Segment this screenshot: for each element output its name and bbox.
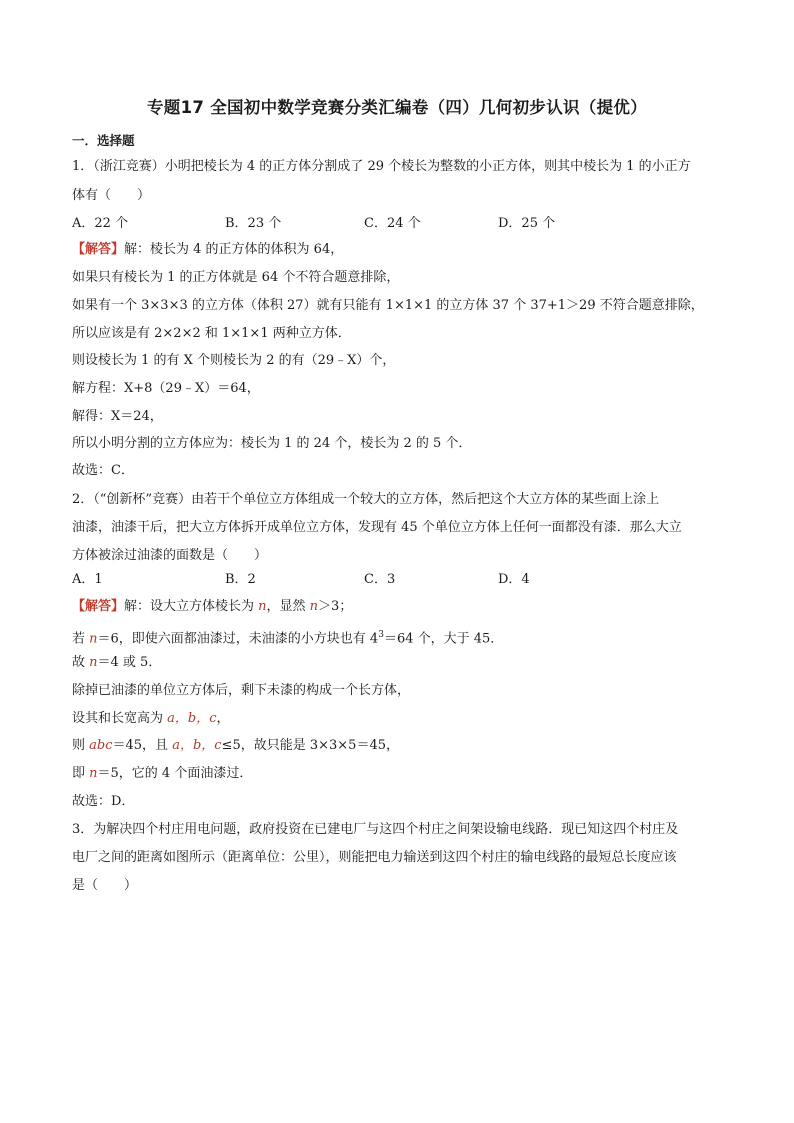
q2-solution-line5 [72,710,230,728]
q2-sol2-exponent: 3 [378,630,384,640]
q1-stem-line1: 1．（浙江竞赛）小明把棱长为 4 的正方体分割成了 29 个棱长为整数的小正方体，则其中棱长为 1 的小正方 [72,159,691,174]
q1-option-c: C．24 个 [364,216,421,231]
q2-sol3-var-n: n [89,655,98,670]
page-title: 专题17 全国初中数学竞赛分类汇编卷（四）几何初步认识（提优） [146,98,647,117]
q2-sol6-var-abc: abc [89,738,113,753]
section-heading: 一．选择题 [72,133,135,148]
q2-sol5-vars: a，b，c [167,711,217,726]
q2-solution-line7 [72,765,252,783]
q1-solution-line4: 所以应该是有 2×2×2 和 1×1×1 两种立方体． [72,326,351,341]
q2-sol1-var-n: n [258,599,267,614]
q2-solution-line8: 故选：D． [72,794,135,809]
q1-solution-line2: 如果只有棱长为 1 的正方体就是 64 个不符合题意排除， [72,270,400,285]
q1-solution-line7: 解得：X＝24， [72,409,163,424]
q2-sol6-text-c: ≤5，故只能是 3×3×5＝45， [221,738,399,753]
q1-stem-line2: 体有（ ） [72,188,151,203]
q2-sol6-vars: a，b，c [172,738,222,753]
q2-sol7-text-b: ＝5，它的 4 个面油漆过． [97,766,253,781]
q1-option-d: D．25 个 [498,216,556,231]
q2-sol2-text-c: ＝64 个，大于 45． [383,631,504,647]
q2-sol1-text-b: ，显然 [266,599,310,614]
q2-sol1-text-a: 解：设大立方体棱长为 [124,599,259,614]
q3-stem-line2: 电厂之间的距离如图所示（距离单位：公里），则能把电力输送到这四个村庄的输电线路的最短总长度应该 [72,850,677,865]
q2-sol2-text-a: 若 [72,631,90,647]
q2-solution-line2 [72,626,503,648]
q1-solution-line8: 所以小明分割的立方体应为：棱长为 1 的 24 个，棱长为 2 的 5 个． [72,436,472,451]
q2-sol1-var-n2: n [309,599,319,614]
q2-sol7-text-a: 即 [72,766,90,781]
q1-option-b: B．23 个 [225,216,282,231]
q2-solution-line1 [72,598,352,616]
q2-sol2-text-b: ＝6，即使六面都油漆过，未油漆的小方块也有 4 [97,631,379,647]
q1-solution-line1 [72,241,343,259]
q2-sol7-var-n: n [89,766,98,781]
q2-solution-line3 [72,654,161,672]
q1-solution-line5: 则设棱长为 1 的有 X 个则棱长为 2 的有（29﹣X）个， [72,353,396,368]
q1-solution-line6: 解方程：X+8（29﹣X）＝64， [72,381,260,396]
q2-sol1-text-c: ＞3； [318,599,353,614]
q2-solution-line6 [72,737,399,755]
q1-option-a: A．22 个 [72,216,129,231]
q2-stem-line1: 2．（“创新杯”竞赛）由若干个单位立方体组成一个较大的立方体，然后把这个大立方体的某些面上涂上 [72,492,660,507]
q1-solution-text: 解：棱长为 4 的正方体的体积为 64， [124,242,344,257]
q2-sol5-text-b: ， [216,711,230,726]
q2-sol3-text-a: 故 [72,655,90,670]
q3-stem-line1: 3．为解决四个村庄用电问题，政府投资在已建电厂与这四个村庄之间架设输电线路．现已知这四个村庄及 [72,822,679,837]
q2-solution-line4: 除掉已油漆的单位立方体后，剩下未漆的构成一个长方体， [72,683,411,698]
q2-sol2-var-n: n [89,631,98,647]
q2-sol5-text-a: 设其和长宽高为 [72,711,168,726]
q2-option-b: B．2 [225,572,256,587]
q2-option-c: C．3 [364,572,396,587]
q1-solution-line9: 故选：C． [72,463,134,478]
q1-answer-tag: 【解答】 [72,242,125,257]
q2-sol6-text-b: ＝45，且 [112,738,173,753]
q2-stem-line2: 油漆，油漆干后，把大立方体拆开成单位立方体，发现有 45 个单位立方体上任何一面都没有漆．那么大立 [72,520,682,535]
q2-stem-line3: 方体被涂过油漆的面数是（ ） [72,548,268,563]
q2-option-d: D．4 [498,572,530,587]
q1-solution-line3: 如果有一个 3×3×3 的立方体（体积 27）就有只能有 1×1×1 的立方体 37 个 37+1＞29 不符合题意排除， [72,298,704,313]
q3-stem-line3: 是（ ） [72,878,138,893]
q2-answer-tag: 【解答】 [72,599,125,614]
q2-sol6-text-a: 则 [72,738,90,753]
q2-option-a: A．1 [72,572,103,587]
q2-sol3-text-b: ＝4 或 5． [97,655,162,670]
